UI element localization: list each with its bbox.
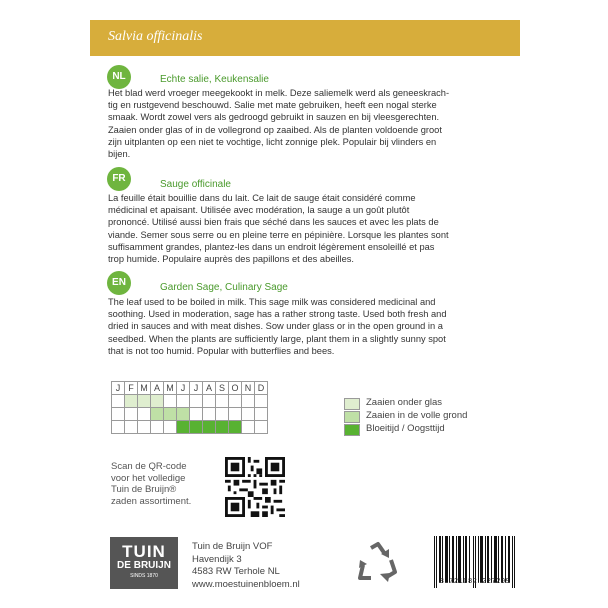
text-line: smaak. Wordt zowel vers als gedroogd gebruikt in sauzen en bij vleesgerechten.	[108, 112, 440, 123]
calendar-cell	[112, 408, 125, 421]
month-label: J	[190, 382, 203, 395]
lang-badge-fr: FR	[107, 167, 131, 191]
calendar-cell	[255, 408, 268, 421]
calendar-cell	[203, 395, 216, 408]
lang-badge-en: EN	[107, 271, 131, 295]
calendar-cell	[229, 421, 242, 434]
recycle-icon	[350, 540, 406, 586]
calendar-cell	[255, 421, 268, 434]
address-line: 4583 RW Terhole NL	[192, 566, 280, 577]
text-line: viande. Semer sous serre ou en pleine terre en pépinière. Lorsque les plantes sont	[108, 229, 449, 240]
month-label: M	[138, 382, 151, 395]
calendar-cell	[125, 408, 138, 421]
calendar-cell	[112, 395, 125, 408]
text-line: Het blad werd vroeger meegekookt in melk. Deze saliemelk werd als geneeskrach-	[108, 88, 450, 98]
calendar-cell	[190, 408, 203, 421]
qr-note	[111, 461, 191, 507]
legend-label: Bloeitijd / Oogsttijd	[366, 423, 445, 434]
calendar-cell	[151, 395, 164, 408]
calendar-cell	[203, 408, 216, 421]
brand-logo	[110, 537, 178, 589]
text-line: Scan de QR-code	[111, 461, 187, 472]
qr-code-icon[interactable]	[225, 457, 285, 517]
calendar-row-bloom-harvest	[112, 421, 268, 434]
calendar-cell	[164, 421, 177, 434]
logo-line-2: DE BRUIJN	[117, 560, 171, 571]
calendar-cell	[177, 408, 190, 421]
calendar-cell	[177, 421, 190, 434]
text-line: soothing. Used in moderation, sage has a rather strong taste. Used both fresh and	[108, 309, 447, 320]
section-text-fr	[108, 192, 513, 265]
legend-swatch	[344, 424, 360, 436]
text-line: prononcé. Utilisé aussi bien frais que séché dans les sauces et avec les plats de	[108, 217, 439, 228]
month-label: J	[112, 382, 125, 395]
company-address	[192, 541, 300, 591]
calendar-row-sow-open-ground	[112, 408, 268, 421]
text-line: Zaaien onder glas of in de vollegrond op zaaibed. Als de planten voldoende groot	[108, 124, 442, 135]
text-line: Tuin de Bruijn®	[111, 484, 177, 495]
month-label: A	[203, 382, 216, 395]
month-label: A	[151, 382, 164, 395]
section-text-nl	[108, 87, 513, 160]
calendar-cell	[255, 395, 268, 408]
calendar-cell	[138, 408, 151, 421]
calendar-cell	[138, 421, 151, 434]
logo-line-3: SINDS 1870	[130, 573, 158, 579]
calendar-cell	[125, 421, 138, 434]
text-line: médicinal et apaisant. Utilisée avec modération, la sauge a un goût plutôt	[108, 205, 410, 216]
calendar-cell	[125, 395, 138, 408]
logo-line-1: TUIN	[122, 542, 166, 561]
month-label: F	[125, 382, 138, 395]
calendar-cell	[216, 408, 229, 421]
calendar-cell	[112, 421, 125, 434]
header-bar	[90, 20, 520, 56]
calendar-cell	[190, 421, 203, 434]
calendar-cell	[242, 395, 255, 408]
website-link[interactable]: www.moestuinenbloem.nl	[192, 578, 300, 590]
calendar-cell	[138, 395, 151, 408]
legend-label: Zaaien onder glas	[366, 397, 443, 408]
calendar-cell	[164, 395, 177, 408]
calendar-cell	[203, 421, 216, 434]
text-line: suffisamment grandes, plantez-les dans un endroit légèrement ensoleillé et pas	[108, 241, 435, 252]
lang-badge-nl: NL	[107, 65, 131, 89]
calendar-cell	[242, 421, 255, 434]
text-line: tig en rustgevend beschouwd. Salie met mate gebruiken, heeft een nogal sterke	[108, 100, 437, 111]
calendar-cell	[190, 395, 203, 408]
text-line: that is not too humid. Popular with butterflies and bees.	[108, 345, 335, 356]
text-line: voor het volledige	[111, 472, 186, 484]
month-label: D	[255, 382, 268, 395]
text-line: La feuille était bouillie dans du lait. Ce lait de sauge était considéré comme	[108, 193, 416, 203]
text-line: seedbed. When the plants are sufficiently large, plant them in a slightly sunny spot	[108, 333, 446, 344]
calendar-cell	[164, 408, 177, 421]
month-label: N	[242, 382, 255, 395]
barcode-number: 8 721082 227209	[439, 578, 511, 586]
calendar-cell	[151, 421, 164, 434]
calendar-row-sow-under-glass	[112, 395, 268, 408]
calendar-cell	[229, 395, 242, 408]
text-line: zaden assortiment.	[111, 495, 192, 507]
address-line: Tuin de Bruijn VOF	[192, 541, 273, 552]
address-line: Havendijk 3	[192, 553, 242, 565]
month-label: O	[229, 382, 242, 395]
text-line: zijn uitplanten op een niet te vochtige, licht zonnige plek. Populair bij vlinders en	[108, 136, 437, 147]
month-label: M	[164, 382, 177, 395]
text-line: dried in sauces and with meat dishes. Sow under glass or in the open ground in a	[108, 321, 443, 332]
section-title-fr: Sauge officinale	[160, 179, 231, 190]
calendar-cell	[229, 408, 242, 421]
page-title: Salvia officinalis	[108, 29, 203, 44]
month-label: J	[177, 382, 190, 395]
text-line: trop humide. Populaire auprès des papillons et des abeilles.	[108, 254, 355, 265]
calendar-cell	[151, 408, 164, 421]
text-line: The leaf used to be boiled in milk. This sage milk was considered medicinal and	[108, 297, 436, 307]
legend-swatch	[344, 411, 360, 423]
calendar-month-row	[112, 382, 268, 395]
legend-swatch	[344, 398, 360, 410]
sowing-calendar	[111, 381, 268, 434]
section-text-en	[108, 296, 513, 357]
calendar-cell	[216, 395, 229, 408]
section-title-nl: Echte salie, Keukensalie	[160, 74, 269, 85]
legend-label: Zaaien in de volle grond	[366, 410, 468, 421]
calendar-cell	[216, 421, 229, 434]
section-title-en: Garden Sage, Culinary Sage	[160, 282, 288, 293]
month-label: S	[216, 382, 229, 395]
calendar-cell	[242, 408, 255, 421]
calendar-cell	[177, 395, 190, 408]
text-line: bijen.	[108, 149, 131, 160]
